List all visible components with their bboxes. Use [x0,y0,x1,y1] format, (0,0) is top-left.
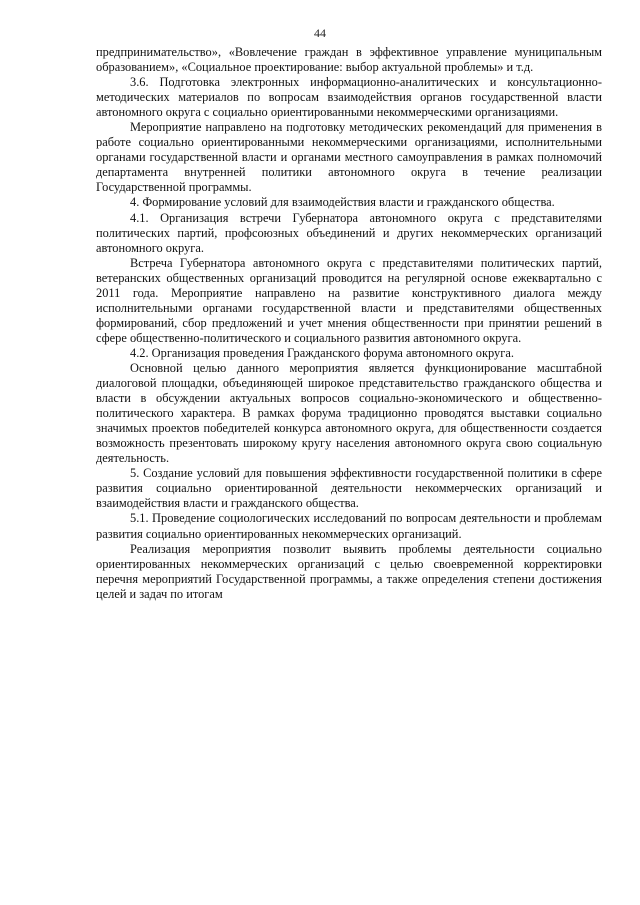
paragraph-item-4-2-description: Основной целью данного мероприятия является функционирование масштабной диалоговой площадки, объединяющей широкое представительство гражданского общества и власти в обсуждении актуальных вопросов социально-экономического и общественно-политического характера. В рамках форума традиционно проводятся выставки социально значимых проектов победителей конкурса автономного округа, для общественности создается возможность презентовать широкому кругу населения автономного округа свою социальную деятельность. [96,360,602,466]
paragraph-item-4-1: 4.1. Организация встречи Губернатора автономного округа с представителями политических партий, профсоюзных объединений и других некоммерческих организаций автономного округа. [96,210,602,255]
paragraph-item-5-1-description: Реализация мероприятия позволит выявить проблемы деятельности социально ориентированных некоммерческих организаций с целью своевременной корректировки перечня мероприятий Государственной программы, а также определения степени достижения целей и задач по итогам [96,541,602,601]
paragraph-item-3-6-description: Мероприятие направлено на подготовку методических рекомендаций для применения в работе социально ориентированными некоммерческими организациями, исполнительными органами государственной власти и органами местного самоуправления в рамках полномочий департамента внутренней политики автономного округа в течение реализации Государственной программы. [96,120,602,195]
paragraph-item-4-1-description: Встреча Губернатора автономного округа с представителями политических партий, ветеранских общественных организаций проводится на регулярной основе ежеквартально с 2011 года. Мероприятие направлено на развитие конструктивного диалога между исполнительными органами государственной власти и представителями общественных формирований, сбор предложений и учет мнения общественности при принятии решений в сфере общественно-политического и социального развития автономного округа. [96,255,602,345]
paragraph-item-3-6: 3.6. Подготовка электронных информационно-аналитических и консультационно-методических материалов по вопросам взаимодействия органов государственной власти автономного округа с социально ориентированными некоммерческими организациями. [96,75,602,120]
section-heading-5: 5. Создание условий для повышения эффективности государственной политики в сфере развития социально ориентированной деятельности некоммерческих организаций и взаимодействия власти и гражданского общества. [96,466,602,511]
paragraph-item-5-1: 5.1. Проведение социологических исследований по вопросам деятельности и проблемам развития социально ориентированных некоммерческих организаций. [96,511,602,541]
document-body [96,45,602,602]
paragraph-item-4-2: 4.2. Организация проведения Гражданского форума автономного округа. [130,345,514,360]
paragraph-continuation: предпринимательство», «Вовлечение граждан в эффективное управление муниципальным образованием», «Социальное проектирование: выбор актуальной проблемы» и т.д. [96,45,602,75]
section-heading-4: 4. Формирование условий для взаимодействия власти и гражданского общества. [130,195,555,210]
page-number: 44 [314,26,326,40]
